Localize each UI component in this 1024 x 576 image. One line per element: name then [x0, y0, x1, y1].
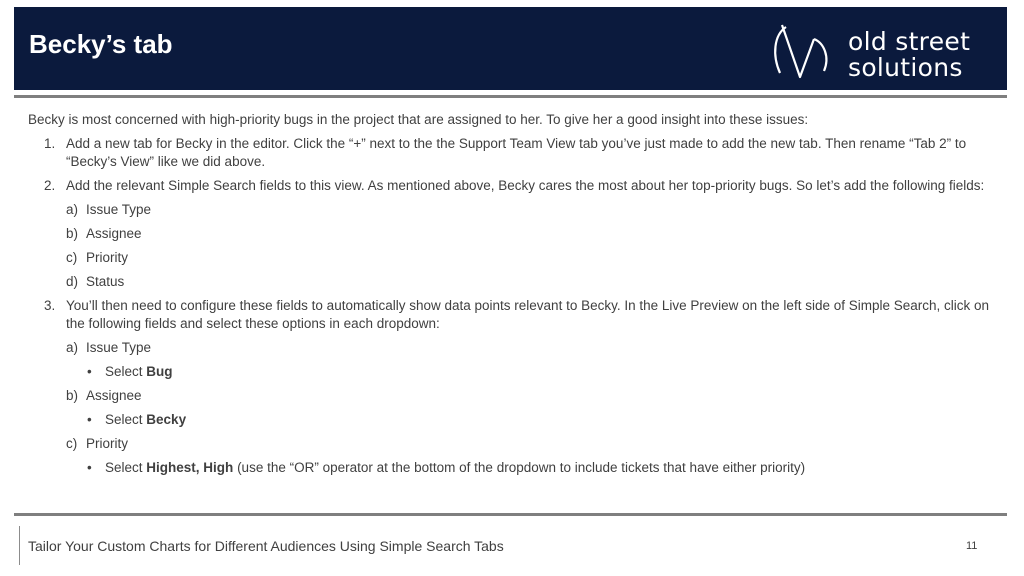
option-field — [28, 339, 994, 357]
bullet-marker: • — [87, 364, 92, 379]
option-field — [28, 387, 994, 405]
option-bullet — [28, 363, 994, 381]
field-marker: d) — [66, 274, 79, 289]
step-text: You’ll then need to configure these fields to automatically show data points relevant to Becky. In the Live Preview on the left side of Simple Search, click on the following fields and select these options in each dropdown: — [66, 298, 990, 331]
logo-wordmark — [848, 29, 970, 81]
field-marker: b) — [66, 226, 79, 241]
step-number: 1. — [44, 136, 56, 151]
bullet-marker: • — [87, 460, 92, 475]
field-label: Issue Type — [86, 202, 152, 217]
step-text: Add the relevant Simple Search fields to this view. As mentioned above, Becky cares the most about her top-priority bugs. So let’s add the following fields: — [66, 178, 985, 193]
field-label: Priority — [86, 436, 129, 451]
field-marker: b) — [66, 388, 79, 403]
step-2 — [28, 177, 994, 195]
select-label: Select — [105, 460, 143, 475]
field-marker: a) — [66, 202, 79, 217]
field-label: Priority — [86, 250, 129, 265]
old-street-logo-icon — [768, 17, 838, 85]
field-label: Assignee — [86, 388, 142, 403]
select-value: Becky — [146, 412, 187, 427]
option-note: (use the “OR” operator at the bottom of the dropdown to include tickets that have either priority) — [237, 460, 806, 475]
bullet-marker: • — [87, 412, 92, 427]
step-1 — [28, 135, 994, 171]
step-3 — [28, 297, 994, 333]
field-label: Assignee — [86, 226, 142, 241]
logo-line-1: old street — [848, 27, 971, 56]
bottom-divider — [14, 513, 1007, 516]
step-number: 3. — [44, 298, 56, 313]
field-marker: a) — [66, 340, 79, 355]
slide-title: Becky’s tab — [29, 29, 173, 59]
step-text: Add a new tab for Becky in the editor. Click the “+” next to the the Support Team View tab you’ve just made to add the new tab. Then rename “Tab 2” to “Becky’s View” like we did above. — [66, 136, 967, 169]
option-bullet — [28, 459, 994, 477]
field-marker: c) — [66, 250, 78, 265]
step-number: 2. — [44, 178, 56, 193]
select-value: Highest, High — [146, 460, 234, 475]
option-field — [28, 435, 994, 453]
field-item — [28, 225, 994, 243]
footer-caption: Tailor Your Custom Charts for Different Audiences Using Simple Search Tabs — [28, 538, 504, 554]
select-label: Select — [105, 364, 143, 379]
field-item — [28, 273, 994, 291]
field-label: Issue Type — [86, 340, 152, 355]
field-label: Status — [86, 274, 125, 289]
select-label: Select — [105, 412, 143, 427]
company-logo — [768, 17, 1000, 85]
slide-body — [28, 111, 994, 483]
top-divider — [14, 95, 1007, 98]
header-banner — [14, 7, 1007, 90]
option-bullet — [28, 411, 994, 429]
intro-paragraph: Becky is most concerned with high-priority bugs in the project that are assigned to her. To give her a good insight into these issues: — [28, 112, 809, 127]
field-item — [28, 201, 994, 219]
page-number: 11 — [966, 540, 978, 552]
field-item — [28, 249, 994, 267]
field-marker: c) — [66, 436, 78, 451]
logo-line-2: solutions — [848, 53, 963, 82]
select-value: Bug — [146, 364, 173, 379]
footer-accent-line — [19, 526, 20, 565]
